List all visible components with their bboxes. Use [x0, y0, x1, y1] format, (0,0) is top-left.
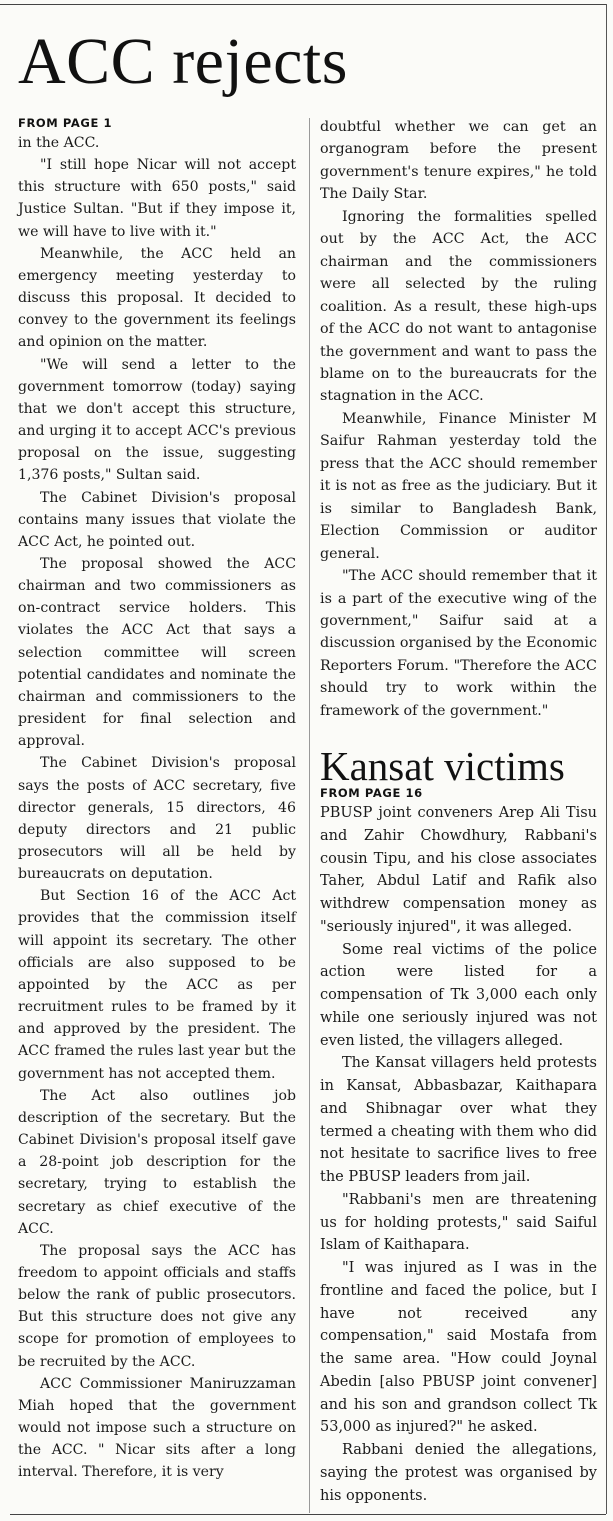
paragraph: Rabbani denied the allegations, saying the protest was organised by his opponents.	[320, 1442, 597, 1504]
paragraph: The Act also outlines job description of the secretary. But the Cabinet Division's proposal itself gave a 28-point job description for the secretary, trying to establish the secretary as chief executive of the ACC.	[18, 1087, 296, 1237]
article-column-3	[320, 802, 597, 1507]
right-border	[606, 4, 607, 1514]
paragraph: The proposal showed the ACC chairman and two commissioners as on-contract service holders. This violates the ACC Act that says a selection committee will screen potential candidates and nominate the chairman and commissioners to the president for final selection and approval.	[18, 555, 296, 750]
article-column-1	[18, 132, 296, 1484]
subheadline: Kansat victims	[320, 743, 565, 789]
headline: ACC rejects	[18, 25, 348, 98]
bottom-border	[10, 1514, 606, 1515]
paragraph: "The ACC should remember that it is a part of the executive wing of the government," Saifur said at a discussion organised by the Economic Reporters Forum. "Therefore the ACC should try to work within the framework of the government."	[320, 568, 598, 719]
paragraph: ACC Commissioner Maniruzzaman Miah hoped that the government would not impose such a structure on the ACC. " Nicar sits after a long interval. Therefore, it is very	[18, 1375, 296, 1481]
paragraph: Some real victims of the police action were listed for a compensation of Tk 3,000 each only while one seriously injured was not even listed, the villagers alleged.	[320, 941, 597, 1049]
paragraph: in the ACC.	[18, 135, 100, 151]
paragraph: Ignoring the formalities spelled out by the ACC Act, the ACC chairman and the commissioners were all selected by the ruling coalition. As a result, these high-ups of the ACC do not want to antagonise the government and want to pass the blame on to the bureaucrats for the stagnation in the ACC.	[320, 208, 597, 405]
paragraph: Meanwhile, the ACC held an emergency meeting yesterday to discuss this proposal. It decided to convey to the government its feelings and opinion on the matter.	[18, 245, 296, 351]
paragraph: The Cabinet Division's proposal says the posts of ACC secretary, five director generals, 15 directors, 46 deputy directors and 21 public prosecutors will all be held by bureaucrats on deputation.	[18, 755, 296, 883]
paragraph: "Rabbani's men are threatening us for holding protests," said Saiful Islam of Kaithapara.	[320, 1191, 597, 1254]
paragraph: doubtful whether we can get an organogram before the present government's tenure expires," he told The Daily Star.	[320, 119, 597, 203]
paragraph: "We will send a letter to the government tomorrow (today) saying that we don't accept this structure, and urging it to accept ACC's previous proposal on the issue, suggesting 1,376 posts," Sultan said.	[18, 356, 296, 484]
jump-line-page-1: FROM PAGE 1	[18, 116, 113, 130]
paragraph: The Kansat villagers held protests in Kansat, Abbasbazar, Kaithapara and Shibnagar over what they termed a cheating with them who did not hesitate to sacrifice lives to free the PBUSP leaders from jail.	[320, 1055, 597, 1185]
jump-line-page-16: FROM PAGE 16	[320, 786, 423, 800]
top-border	[0, 4, 606, 5]
paragraph: PBUSP joint conveners Arep Ali Tisu and Zahir Chowdhury, Rabbani's cousin Tipu, and his close associates Taher, Abdul Latif and Rafik also withdrew compensation money as "seriously injured", it was alleged.	[320, 805, 597, 935]
paragraph: But Section 16 of the ACC Act provides that the commission itself will appoint its secretary. The other officials are also supposed to be appointed by the ACC as per recruitment rules to be framed by it and approved by the president. The ACC framed the rules last year but the government has not accepted them.	[18, 888, 296, 1082]
column-divider	[309, 118, 310, 1513]
paragraph: "I was injured as I was in the frontline and faced the police, but I have not received any compensation," said Mostafa from the same area. "How could Joynal Abedin [also PBUSP joint convener] and his son and grandson collect Tk 53,000 as injured?" he asked.	[320, 1260, 597, 1436]
paragraph: The proposal says the ACC has freedom to appoint officials and staffs below the rank of public prosecutors. But this structure does not give any scope for promotion of employees to be recruited by the ACC.	[18, 1242, 296, 1370]
paragraph: "I still hope Nicar will not accept this structure with 650 posts," said Justice Sultan. "But if they impose it, we will have to live with it."	[18, 157, 296, 240]
paragraph: Meanwhile, Finance Minister M Saifur Rahman yesterday told the press that the ACC should remember it is not as free as the judiciary. But it is similar to Bangladesh Bank, Election Commission or auditor general.	[320, 410, 597, 562]
article-column-2	[320, 116, 597, 722]
paragraph: The Cabinet Division's proposal contains many issues that violate the ACC Act, he pointed out.	[18, 489, 296, 550]
